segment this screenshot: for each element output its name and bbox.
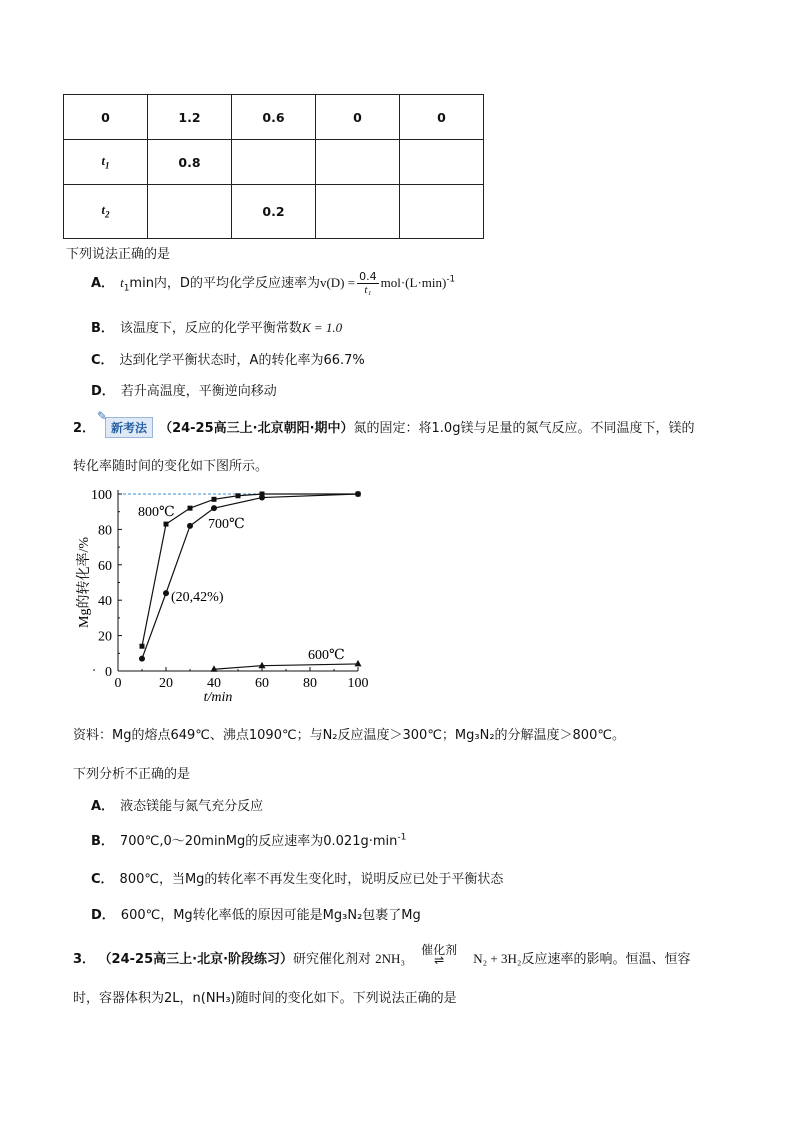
- data-point-square: [212, 497, 217, 502]
- x-tick-label: 0: [114, 676, 122, 691]
- y-tick-label: 100: [91, 488, 112, 503]
- option-letter: B．: [91, 834, 114, 849]
- x-axis-label: t/min: [203, 690, 233, 705]
- fraction: [357, 271, 379, 296]
- q1-prompt: 下列说法正确的是: [66, 247, 171, 262]
- data-point-square: [140, 644, 145, 649]
- series-label: 700℃: [208, 517, 245, 532]
- time-label: $t_1$: [101, 153, 110, 171]
- option-letter: B．: [91, 321, 114, 336]
- option-text: 700℃,0～20minMg的反应速率为0.021g·min: [119, 834, 398, 849]
- equation-left: 2NH₃: [375, 951, 405, 966]
- question-number: 2．: [73, 421, 96, 436]
- equilibrium-arrow-icon: ⇌: [434, 952, 445, 967]
- catalyst-label: 催化剂: [421, 942, 458, 957]
- x-tick-label: 40: [207, 676, 221, 691]
- y-tick-label: 40: [98, 594, 112, 610]
- table-cell: [316, 140, 400, 185]
- q2-option-b[interactable]: [91, 830, 406, 849]
- option-letter: A．: [91, 799, 115, 814]
- q3-line2: 时，容器体积为2L，n(NH₃)随时间的变化如下。下列说法正确的是: [73, 991, 457, 1006]
- conversion-chart: [68, 480, 378, 710]
- question-text: 反应速率的影响。恒温、恒容: [521, 952, 691, 967]
- option-letter: A．: [91, 276, 115, 291]
- data-point-triangle: [259, 662, 266, 669]
- table-cell: [232, 140, 316, 185]
- numerator: 0.4: [359, 270, 377, 283]
- data-point-circle: [139, 656, 145, 662]
- option-text: 该温度下，反应的化学平衡常数: [119, 321, 302, 336]
- badge-label: 新考法: [111, 421, 148, 435]
- denominator: t₁: [364, 284, 372, 296]
- option-text: 达到化学平衡状态时，A的转化率为66.7%: [119, 353, 365, 368]
- subscript: 1: [123, 283, 130, 294]
- q2-option-a[interactable]: [91, 795, 263, 814]
- q2-option-c[interactable]: [91, 868, 503, 887]
- option-text: 液态镁能与氮气充分反应: [120, 799, 264, 814]
- q2-prompt: 下列分析不正确的是: [73, 767, 191, 782]
- y-axis-label: Mg的转化率/%: [77, 537, 92, 628]
- table-cell: [316, 185, 400, 239]
- series-line: [214, 664, 358, 669]
- q2-option-d[interactable]: [91, 904, 421, 923]
- q3-line1: [73, 942, 691, 970]
- data-point-square: [188, 506, 193, 511]
- table-cell: [400, 185, 484, 239]
- question-source: （24-25高三上·北京朝阳·期中）: [159, 421, 354, 436]
- option-letter: D．: [91, 384, 115, 399]
- question-number: 3．: [73, 952, 96, 967]
- q1-option-b[interactable]: [91, 317, 342, 336]
- time-label: $t_2$: [101, 203, 110, 220]
- table-row: [64, 140, 484, 185]
- q1-option-a[interactable]: [91, 271, 455, 296]
- data-point-triangle: [355, 660, 362, 667]
- var-t: t: [120, 275, 124, 290]
- q2-info: 资料：Mg的熔点649℃、沸点1090℃；与N₂反应温度＞300℃；Mg₃N₂的分解温度＞800℃。: [73, 728, 625, 743]
- option-letter: D．: [91, 908, 115, 923]
- table-cell: [400, 140, 484, 185]
- data-point-circle: [259, 495, 265, 501]
- equation-right: N₂ + 3H₂: [473, 951, 522, 966]
- new-method-badge: [97, 409, 153, 438]
- table-cell: 0.8: [148, 140, 232, 185]
- data-point-circle: [211, 505, 217, 511]
- table-cell: 0: [316, 95, 400, 140]
- series-label: 600℃: [308, 648, 345, 663]
- pen-icon: ✎: [97, 409, 108, 423]
- table-row: [64, 185, 484, 239]
- table-cell: 0: [400, 95, 484, 140]
- data-table: [63, 94, 484, 239]
- data-point-square: [236, 493, 241, 498]
- catalyst-arrow: [409, 942, 469, 970]
- option-text: min内，D的平均化学反应速率为: [129, 276, 320, 291]
- x-tick-label: 60: [255, 676, 269, 691]
- unit: mol·(L·min): [380, 275, 447, 290]
- option-text: 800℃，当Mg的转化率不再发生变化时，说明反应已处于平衡状态: [119, 872, 504, 887]
- question-source: （24-25高三上·北京·阶段练习）: [105, 952, 294, 967]
- point-annotation: (20,42%): [171, 590, 224, 606]
- table-cell: 0: [64, 95, 148, 140]
- q2-line2: 转化率随时间的变化如下图所示。: [73, 459, 269, 474]
- q1-option-c[interactable]: [91, 349, 365, 368]
- data-point-circle: [355, 491, 361, 497]
- table-row: [64, 95, 484, 140]
- question-text: 氮的固定：将1.0g镁与足量的氮气反应。不同温度下，镁的: [353, 421, 695, 436]
- superscript: -1: [397, 832, 407, 843]
- y-tick-label: 80: [98, 523, 112, 539]
- y-tick-label: 60: [98, 558, 112, 574]
- option-text: 若升高温度，平衡逆向移动: [120, 384, 277, 399]
- superscript: -1: [446, 274, 456, 285]
- y-tick-label: 0: [105, 665, 112, 680]
- x-tick-label: 20: [159, 676, 173, 691]
- data-point-square: [164, 522, 169, 527]
- x-tick-label: 100: [347, 676, 369, 691]
- y-tick-label: 20: [98, 629, 112, 645]
- data-point-circle: [187, 523, 193, 529]
- option-letter: C．: [91, 872, 114, 887]
- series-label: 800℃: [138, 505, 175, 520]
- table-cell: [64, 140, 148, 185]
- q2-line1: [73, 409, 695, 438]
- table-cell: 1.2: [148, 95, 232, 140]
- table-cell: [64, 185, 148, 239]
- data-point-circle: [163, 590, 169, 596]
- question-text: 研究催化剂对: [293, 952, 372, 967]
- math-expression: K = 1.0: [301, 320, 343, 335]
- table-cell: 0.2: [232, 185, 316, 239]
- x-tick-label: 80: [303, 676, 317, 691]
- table-cell: [148, 185, 232, 239]
- option-text: 600℃，Mg转化率低的原因可能是Mg₃N₂包裹了Mg: [120, 908, 421, 923]
- option-letter: C．: [91, 353, 114, 368]
- table-cell: 0.6: [232, 95, 316, 140]
- rate-expression: v(D) =: [319, 275, 356, 290]
- q1-option-d[interactable]: [91, 380, 277, 399]
